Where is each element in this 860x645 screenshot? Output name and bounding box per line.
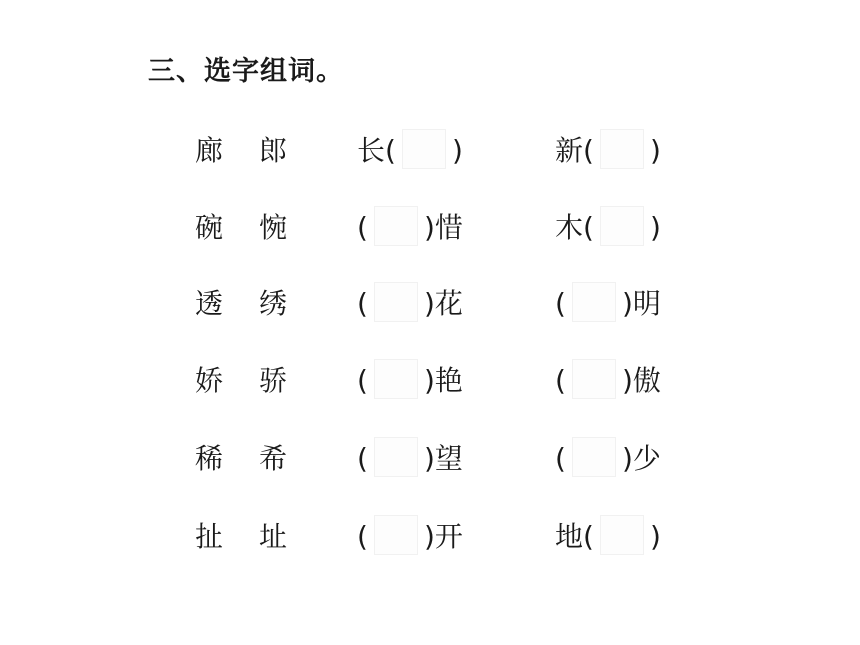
answer-box[interactable] <box>600 206 644 246</box>
answer-box[interactable] <box>600 129 644 169</box>
word-blank <box>555 126 695 176</box>
word-blank <box>555 279 695 329</box>
word-blank <box>357 356 497 406</box>
word-prefix: 长( <box>357 134 396 167</box>
word-blank <box>357 434 497 484</box>
word-suffix: )望 <box>423 442 463 475</box>
exercise-row <box>0 203 860 253</box>
answer-box[interactable] <box>374 206 418 246</box>
answer-box[interactable] <box>374 359 418 399</box>
word-suffix: )少 <box>621 442 661 475</box>
option-char: 骄 <box>259 364 288 397</box>
option-char: 址 <box>259 520 288 553</box>
word-suffix: )惜 <box>423 211 463 244</box>
word-suffix: )艳 <box>423 364 463 397</box>
answer-box[interactable] <box>374 437 418 477</box>
word-suffix: ) <box>649 134 661 167</box>
word-blank <box>357 203 497 253</box>
section-title: 三、选字组词。 <box>148 56 344 87</box>
word-blank <box>555 512 695 562</box>
word-prefix: 地( <box>555 520 594 553</box>
word-prefix: ( <box>555 442 566 475</box>
answer-box[interactable] <box>374 515 418 555</box>
word-suffix: ) <box>451 134 463 167</box>
option-char: 绣 <box>259 287 288 320</box>
answer-box[interactable] <box>572 282 616 322</box>
word-suffix: )开 <box>423 520 463 553</box>
exercise-row <box>0 356 860 406</box>
word-blank <box>357 126 497 176</box>
word-suffix: ) <box>649 520 661 553</box>
option-char: 廊 <box>195 134 224 167</box>
option-char: 惋 <box>259 211 288 244</box>
word-prefix: ( <box>357 520 368 553</box>
word-prefix: ( <box>357 364 368 397</box>
option-char: 透 <box>195 287 224 320</box>
option-char: 郎 <box>259 134 288 167</box>
word-suffix: )明 <box>621 287 661 320</box>
word-prefix: ( <box>357 287 368 320</box>
word-prefix: 木( <box>555 211 594 244</box>
word-suffix: )傲 <box>621 364 661 397</box>
exercise-row <box>0 279 860 329</box>
exercise-row <box>0 126 860 176</box>
answer-box[interactable] <box>600 515 644 555</box>
word-suffix: )花 <box>423 287 463 320</box>
option-char: 碗 <box>195 211 224 244</box>
answer-box[interactable] <box>374 282 418 322</box>
word-blank <box>555 434 695 484</box>
word-prefix: ( <box>357 442 368 475</box>
word-blank <box>357 279 497 329</box>
word-prefix: 新( <box>555 134 594 167</box>
answer-box[interactable] <box>572 437 616 477</box>
option-char: 娇 <box>195 364 224 397</box>
word-prefix: ( <box>555 287 566 320</box>
word-blank <box>555 203 695 253</box>
word-suffix: ) <box>649 211 661 244</box>
word-blank <box>555 356 695 406</box>
option-char: 稀 <box>195 442 224 475</box>
answer-box[interactable] <box>402 129 446 169</box>
word-prefix: ( <box>555 364 566 397</box>
exercise-row <box>0 434 860 484</box>
exercise-row <box>0 512 860 562</box>
answer-box[interactable] <box>572 359 616 399</box>
word-blank <box>357 512 497 562</box>
word-prefix: ( <box>357 211 368 244</box>
option-char: 希 <box>259 442 288 475</box>
option-char: 扯 <box>195 520 224 553</box>
